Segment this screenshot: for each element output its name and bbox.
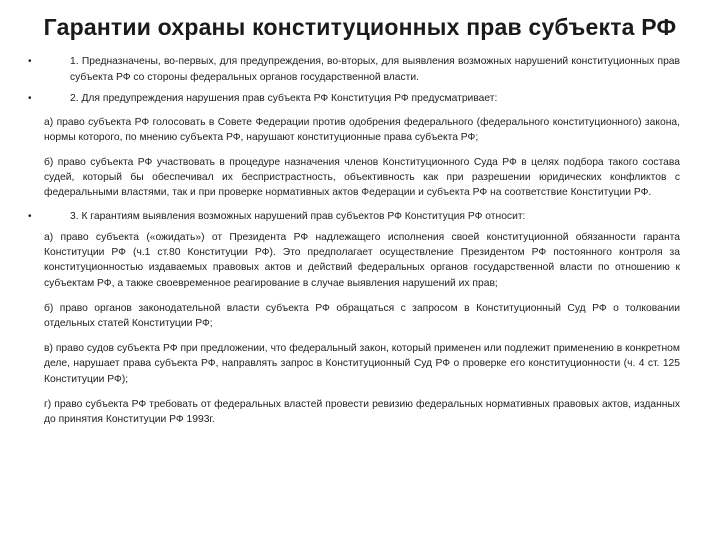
paragraph-3a: а) право субъекта («ожидать») от Президента РФ надлежащего исполнения своей конституционной обязанности гаранта Конституции РФ (ч.1 ст.80 Конституции РФ). Это предполагает осуществление Президентом РФ постоянного контроля за конституционностью издаваемых правовых актов и действий федеральных органов государственной власти по отношению к субъектам РФ, а также своевременное реагирование в случае выявления нарушений их прав;	[44, 232, 680, 289]
bullet-item-2	[28, 91, 680, 107]
bullet-icon: •	[28, 56, 32, 67]
bullet-item-1	[28, 54, 680, 85]
bullet-icon: •	[28, 93, 32, 104]
paragraph-3c: в) право судов субъекта РФ при предложении, что федеральный закон, который применен или подлежит применению в конкретном деле, нарушает права субъекта РФ, направлять запрос в Конституционный Суд РФ о проверке его конституционности (ч. 4 ст. 125 Конституции РФ);	[44, 343, 680, 385]
paragraph-3b: б) право органов законодательной власти субъекта РФ обращаться с запросом в Конституционный Суд РФ о толковании отдельных статей Конституции РФ;	[44, 302, 680, 330]
bullet-item-3	[28, 209, 680, 225]
bullet-text-1: 1. Предназначены, во-первых, для предупреждения, во-вторых, для выявления возможных нарушений конституционных прав субъекта РФ со стороны федеральных органов государственной власти.	[70, 56, 680, 83]
bullet-text-2: 2. Для предупреждения нарушения прав субъекта РФ Конституция РФ предусматривает:	[70, 93, 498, 104]
paragraph-2a: а) право субъекта РФ голосовать в Совете Федерации против одобрения федерального (федерального конституционного) закона, нормы которого, по мнению субъекта РФ, нарушают конституционные права субъекта РФ;	[44, 116, 680, 143]
paragraph-2b: б) право субъекта РФ участвовать в процедуре назначения членов Конституционного Суда РФ в целях подбора такого состава судей, который бы обеспечивал их беспристрастность, объективность как при разрешении юридических конфликтов с федеральными властями, так и при проверке нормативных актов Федерации и субъекта РФ на соответствие Конституции РФ.	[44, 156, 680, 199]
bullet-text-3: 3. К гарантиям выявления возможных нарушений прав субъектов РФ Конституция РФ относит:	[70, 210, 526, 222]
paragraph-3d: г) право субъекта РФ требовать от федеральных властей провести ревизию федеральных нормативных правовых актов, изданных до принятия Конституции РФ 1993г.	[44, 398, 680, 426]
page-title: Гарантии охраны конституционных прав субъекта РФ	[43, 14, 677, 40]
bullet-icon: •	[28, 210, 32, 222]
slide-content	[28, 54, 680, 427]
